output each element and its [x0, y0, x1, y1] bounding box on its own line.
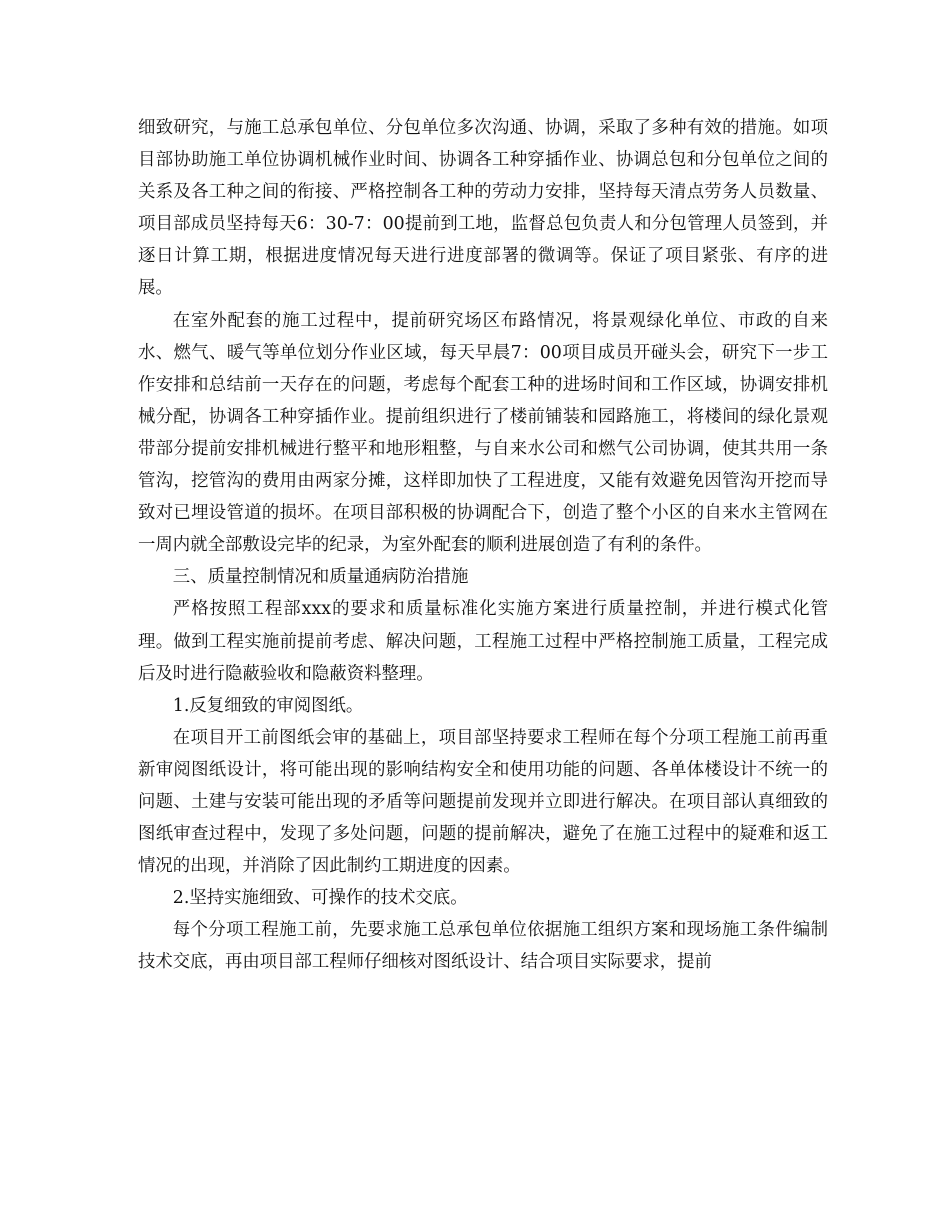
subheading-drawing-review: 1.反复细致的审阅图纸。	[172, 695, 364, 716]
paragraph-drawing-review: 在项目开工前图纸会审的基础上，项目部坚持要求工程师在每个分项工程施工前再重新审阅图纸设计，将可能出现的影响结构安全和使用功能的问题、各单体楼设计不统一的问题、土建与安装可能出现的矛盾等问题提前发现并立即进行解决。在项目部认真细致的图纸审查过程中，发现了多处问题，问题的提前解决，避免了在施工过程中的疑难和返工情况的出现，并消除了因此制约工期进度的因素。	[138, 727, 828, 877]
section-heading-quality-control: 三、质量控制情况和质量通病防治措施	[172, 567, 469, 588]
subheading-technical-briefing: 2.坚持实施细致、可操作的技术交底。	[172, 888, 468, 909]
paragraph-quality-standards: 严格按照工程部xxx的要求和质量标准化实施方案进行质量控制，并进行模式化管理。做到工程实施前提前考虑、解决问题，工程施工过程中严格控制施工质量，工程完成后及时进行隐蔽验收和隐蔽资料整理。	[138, 599, 828, 684]
paragraph-coordination-measures: 细致研究，与施工总承包单位、分包单位多次沟通、协调，采取了多种有效的措施。如项目部协助施工单位协调机械作业时间、协调各工种穿插作业、协调总包和分包单位之间的关系及各工种之间的衔接、严格控制各工种的劳动力安排，坚持每天清点劳务人员数量、项目部成员坚持每天6：30-7：00提前到工地，监督总包负责人和分包管理人员签到，并逐日计算工期，根据进度情况每天进行进度部署的微调等。保证了项目紧张、有序的进展。	[138, 118, 828, 299]
document-page	[138, 112, 828, 979]
paragraph-outdoor-supporting-works: 在室外配套的施工过程中，提前研究场区布路情况，将景观绿化单位、市政的自来水、燃气、暖气等单位划分作业区域，每天早晨7：00项目成员开碰头会，研究下一步工作安排和总结前一天存在的问题，考虑每个配套工种的进场时间和工作区域，协调安排机械分配，协调各工种穿插作业。提前组织进行了楼前铺装和园路施工，将楼间的绿化景观带部分提前安排机械进行整平和地形粗整，与自来水公司和燃气公司协调，使其共用一条管沟，挖管沟的费用由两家分摊，这样即加快了工程进度，又能有效避免因管沟开挖而导致对已埋设管道的损坏。在项目部积极的协调配合下，创造了整个小区的自来水主管网在一周内就全部敷设完毕的纪录，为室外配套的顺利进展创造了有利的条件。	[138, 310, 828, 556]
paragraph-technical-briefing: 每个分项工程施工前，先要求施工总承包单位依据施工组织方案和现场施工条件编制技术交底，再由项目部工程师仔细核对图纸设计、结合项目实际要求，提前	[138, 920, 828, 973]
